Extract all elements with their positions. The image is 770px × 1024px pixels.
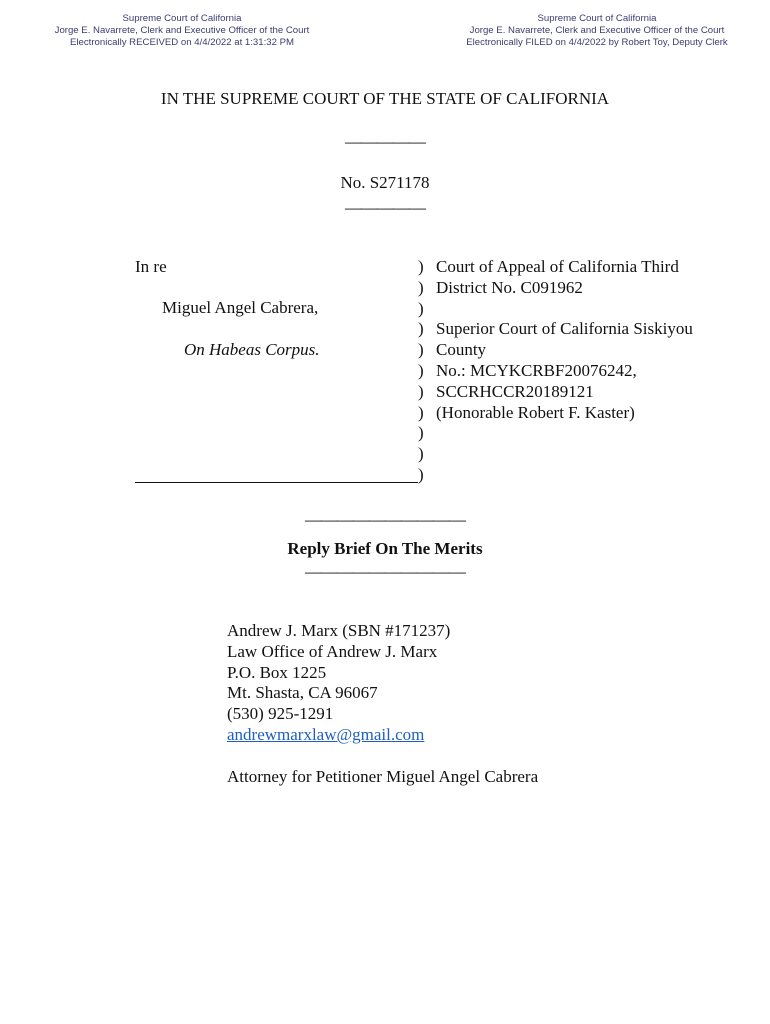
brief-rule-bottom: ——————————: [305, 562, 465, 581]
brief-rule-top: ——————————: [305, 510, 465, 529]
header-rule-bottom: —————: [345, 198, 425, 217]
attorney-role: Attorney for Petitioner Miguel Angel Cabrera: [227, 766, 539, 786]
caption-paren: ): [418, 340, 424, 360]
filed-stamp: [448, 13, 746, 49]
attorney-name: Andrew J. Marx (SBN #171237): [227, 621, 451, 640]
attorney-city: Mt. Shasta, CA 96067: [227, 683, 378, 703]
caption-paren: ): [418, 360, 424, 380]
caption-paren: ): [418, 444, 424, 464]
attorney-firm: Law Office of Andrew J. Marx: [227, 641, 438, 661]
caption-paren: ): [418, 319, 424, 339]
attorney-email-link[interactable]: andrewmarxlaw@gmail.com: [227, 724, 425, 744]
lower-court-line: (Honorable Robert F. Kaster): [436, 402, 635, 422]
attorney-po-box: P.O. Box 1225: [227, 662, 327, 682]
received-stamp-clerk: Jorge E. Navarrete, Clerk and Executive Officer of the Court: [54, 25, 310, 36]
lower-court-line: [436, 299, 693, 320]
received-stamp-date: Electronically RECEIVED on 4/4/2022 at 1:31:32 PM: [70, 37, 294, 48]
caption-paren: ): [418, 277, 424, 297]
lower-court-line: County: [436, 340, 487, 360]
caption-paren: ): [418, 298, 424, 318]
attorney-block: [227, 621, 538, 787]
brief-title: Reply Brief On The Merits: [287, 539, 483, 558]
lower-court-info: [436, 257, 693, 423]
filed-stamp-date: Electronically FILED on 4/4/2022 by Robert Toy, Deputy Clerk: [466, 37, 728, 48]
lower-court-line: Court of Appeal of California Third: [436, 257, 679, 276]
received-stamp-court: Supreme Court of California: [122, 13, 242, 24]
case-number: No. S271178: [340, 173, 430, 192]
caption-paren: ): [418, 381, 424, 401]
lower-court-line: Superior Court of California Siskiyou: [436, 319, 693, 339]
caption-paren-column: [418, 257, 424, 486]
caption-paren: ): [418, 402, 424, 422]
caption-underline: [135, 467, 418, 483]
filed-stamp-court: Supreme Court of California: [537, 13, 657, 24]
caption-paren: ): [418, 423, 424, 443]
lower-court-line: No.: MCYKCRBF20076242,: [436, 360, 637, 380]
header-rule-top: —————: [345, 132, 425, 151]
caption-in-re: In re: [135, 257, 167, 276]
attorney-phone: (530) 925-1291: [227, 704, 334, 724]
filed-stamp-clerk: Jorge E. Navarrete, Clerk and Executive Officer of the Court: [469, 25, 725, 36]
caption-party: Miguel Angel Cabrera,: [162, 298, 319, 317]
lower-court-line: SCCRHCCR20189121: [436, 381, 594, 401]
caption-paren: ): [418, 257, 424, 276]
court-title: IN THE SUPREME COURT OF THE STATE OF CALIFORNIA: [160, 89, 610, 108]
lower-court-line: District No. C091962: [436, 277, 583, 297]
received-stamp: [30, 13, 334, 49]
caption-paren: ): [418, 464, 424, 484]
caption-proceeding: On Habeas Corpus.: [184, 340, 320, 359]
